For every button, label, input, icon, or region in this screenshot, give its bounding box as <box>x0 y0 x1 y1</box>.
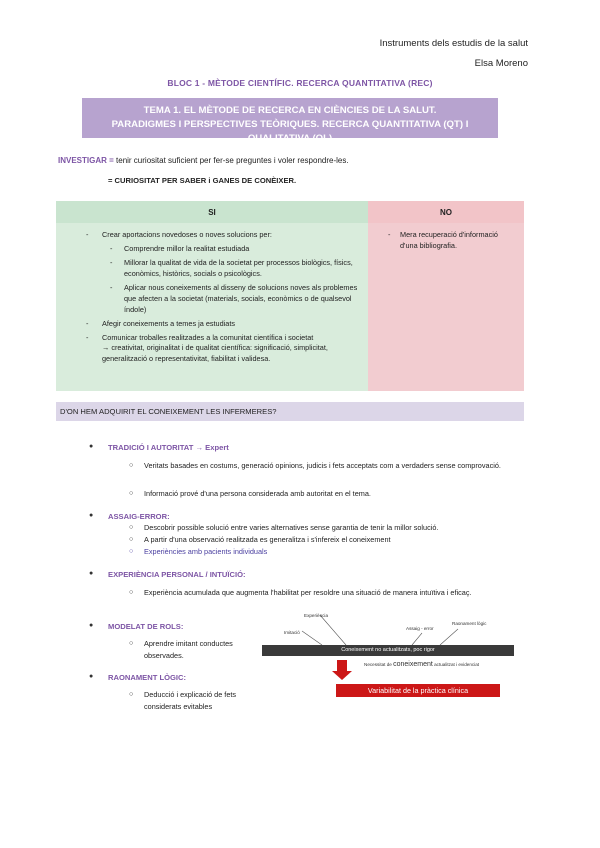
source-item <box>129 488 514 500</box>
circle-bullet-icon: ○ <box>129 640 134 647</box>
section-heading: D'ON HEM ADQUIRIT EL CONEIXEMENT LES INFERMERES? <box>56 402 524 421</box>
fig-after-text <box>364 661 494 669</box>
source-item-text: Aprendre imitant conductes observades. <box>144 639 233 660</box>
fig-label-imitacio: Imitació <box>284 630 300 635</box>
source-title: ASSAIG-ERROR: <box>108 512 170 521</box>
tema-line2: PARADIGMES I PERSPECTIVES TEÒRIQUES. RECERCA QUANTITATIVA (QT) I QUALITATIVA (QL) <box>111 119 469 144</box>
list-item: - Afegir coneixements a temes ja estudiats <box>64 318 360 329</box>
list-item: - Mera recuperació d'informació d'una bibliografia. <box>376 229 516 251</box>
source-item-text: Veritats basades en costums, generació opinions, judicis i fets acceptats com a verdaders sense comprovació. <box>144 461 501 470</box>
list-item: - Millorar la qualitat de vida de la societat per processos biològics, físics, econòmics, històrics, socials o psicològics. <box>64 257 360 279</box>
source-item-text: Experiència acumulada que augmenta l'habilitat per resoldre una situació de manera intuïtiva i eficaç. <box>144 588 472 597</box>
circle-bullet-icon: ○ <box>129 691 134 698</box>
connector-line <box>302 631 322 645</box>
source-heading <box>92 443 229 452</box>
list-item-continuation: → creativitat, originalitat i de qualitat científica: significació, simplicitat, generalització o representativitat, fiabilitat i validesa. <box>102 343 328 363</box>
fig-label-raonament: Raonament lògic <box>452 621 487 626</box>
knowledge-bar: Coneixement no actualitzats, poc rigor <box>262 645 514 656</box>
source-heading <box>92 570 246 579</box>
circle-bullet-icon: ○ <box>129 490 134 497</box>
si-cell <box>56 223 368 391</box>
source-item <box>129 460 514 472</box>
list-item: - Comunicar troballes realitzades a la comunitat científica i societat <box>64 332 360 343</box>
source-item-text: Informació prové d'una persona considerada amb autoritat en el tema. <box>144 489 371 498</box>
connector-line <box>320 615 346 645</box>
source-heading <box>92 673 186 682</box>
circle-bullet-icon: ○ <box>129 536 134 543</box>
arrow-shaft <box>337 660 347 672</box>
circle-bullet-icon: ○ <box>129 589 134 596</box>
source-item-text: A partir d'una observació realitzada es generalitza i s'infereix el coneixement <box>144 535 391 544</box>
tema-line1: TEMA 1. EL MÈTODE DE RECERCA EN CIÈNCIES DE LA SALUT. <box>143 105 437 116</box>
source-item-text: Descobrir possible solució entre varies alternatives sense garantia de tenir la millor solució. <box>144 523 439 532</box>
source-title: RAONAMENT LÒGIC: <box>108 673 187 682</box>
source-title: MODELAT DE ROLS: <box>108 622 184 631</box>
source-heading <box>92 622 183 631</box>
connector-line <box>440 629 458 645</box>
circle-bullet-icon: ○ <box>129 462 134 469</box>
header-subject: Instruments dels estudis de la salut <box>379 38 528 49</box>
no-cell <box>368 223 524 391</box>
col-header-si: SI <box>56 201 368 223</box>
curiositat-equation: = CURIOSITAT PER SABER i GANES DE CONÈIXER. <box>108 176 297 185</box>
bloc-title: BLOC 1 - MÈTODE CIENTÍFIC. RECERCA QUANTITATIVA (REC) <box>167 78 433 88</box>
source-item <box>129 546 514 558</box>
fig-after-pre: Necessitat de <box>364 662 394 667</box>
list-item: - Comprendre millor la realitat estudiada <box>64 243 360 254</box>
list-item: - Aplicar nous coneixements al disseny de solucions noves als problemes que afecten a la societat (materials, socials, econòmics o de qualsevol índole) <box>64 282 360 315</box>
source-item-text: Experiències amb pacients individuals <box>144 547 268 556</box>
investigar-term: INVESTIGAR = <box>58 156 117 165</box>
circle-bullet-icon: ○ <box>129 548 134 555</box>
down-arrow-icon <box>332 671 352 680</box>
source-item <box>129 587 514 599</box>
source-item <box>129 534 514 546</box>
source-item-text: Deducció i explicació de fets considerats evitables <box>144 690 237 711</box>
header-author: Elsa Moreno <box>474 58 528 69</box>
connector-line <box>412 633 422 645</box>
source-item <box>129 638 244 661</box>
fig-label-assaig: Assaig - error <box>406 626 434 631</box>
source-heading <box>92 512 170 521</box>
variabilitat-bar: Variabilitat de la pràctica clínica <box>336 684 500 697</box>
source-item <box>129 689 254 712</box>
circle-bullet-icon: ○ <box>129 524 134 531</box>
fig-label-experiencia: Experiència <box>304 613 329 618</box>
si-no-table <box>56 201 524 391</box>
source-item <box>129 522 514 534</box>
source-title: EXPERIÈNCIA PERSONAL / INTUÏCIÓ: <box>108 570 246 579</box>
investigar-text: tenir curiositat suficient per fer-se preguntes i voler respondre-les. <box>116 156 349 165</box>
fig-after-big: coneixement <box>393 661 433 668</box>
tema-banner <box>82 98 498 144</box>
fig-after-post: actualitzat i evidenciat <box>432 662 480 667</box>
col-header-no: NO <box>368 201 524 223</box>
investigar-definition <box>58 156 349 165</box>
source-title: TRADICIÓ I AUTORITAT → Expert <box>108 443 229 452</box>
list-item: - Crear aportacions novedoses o noves solucions per: <box>64 229 360 240</box>
